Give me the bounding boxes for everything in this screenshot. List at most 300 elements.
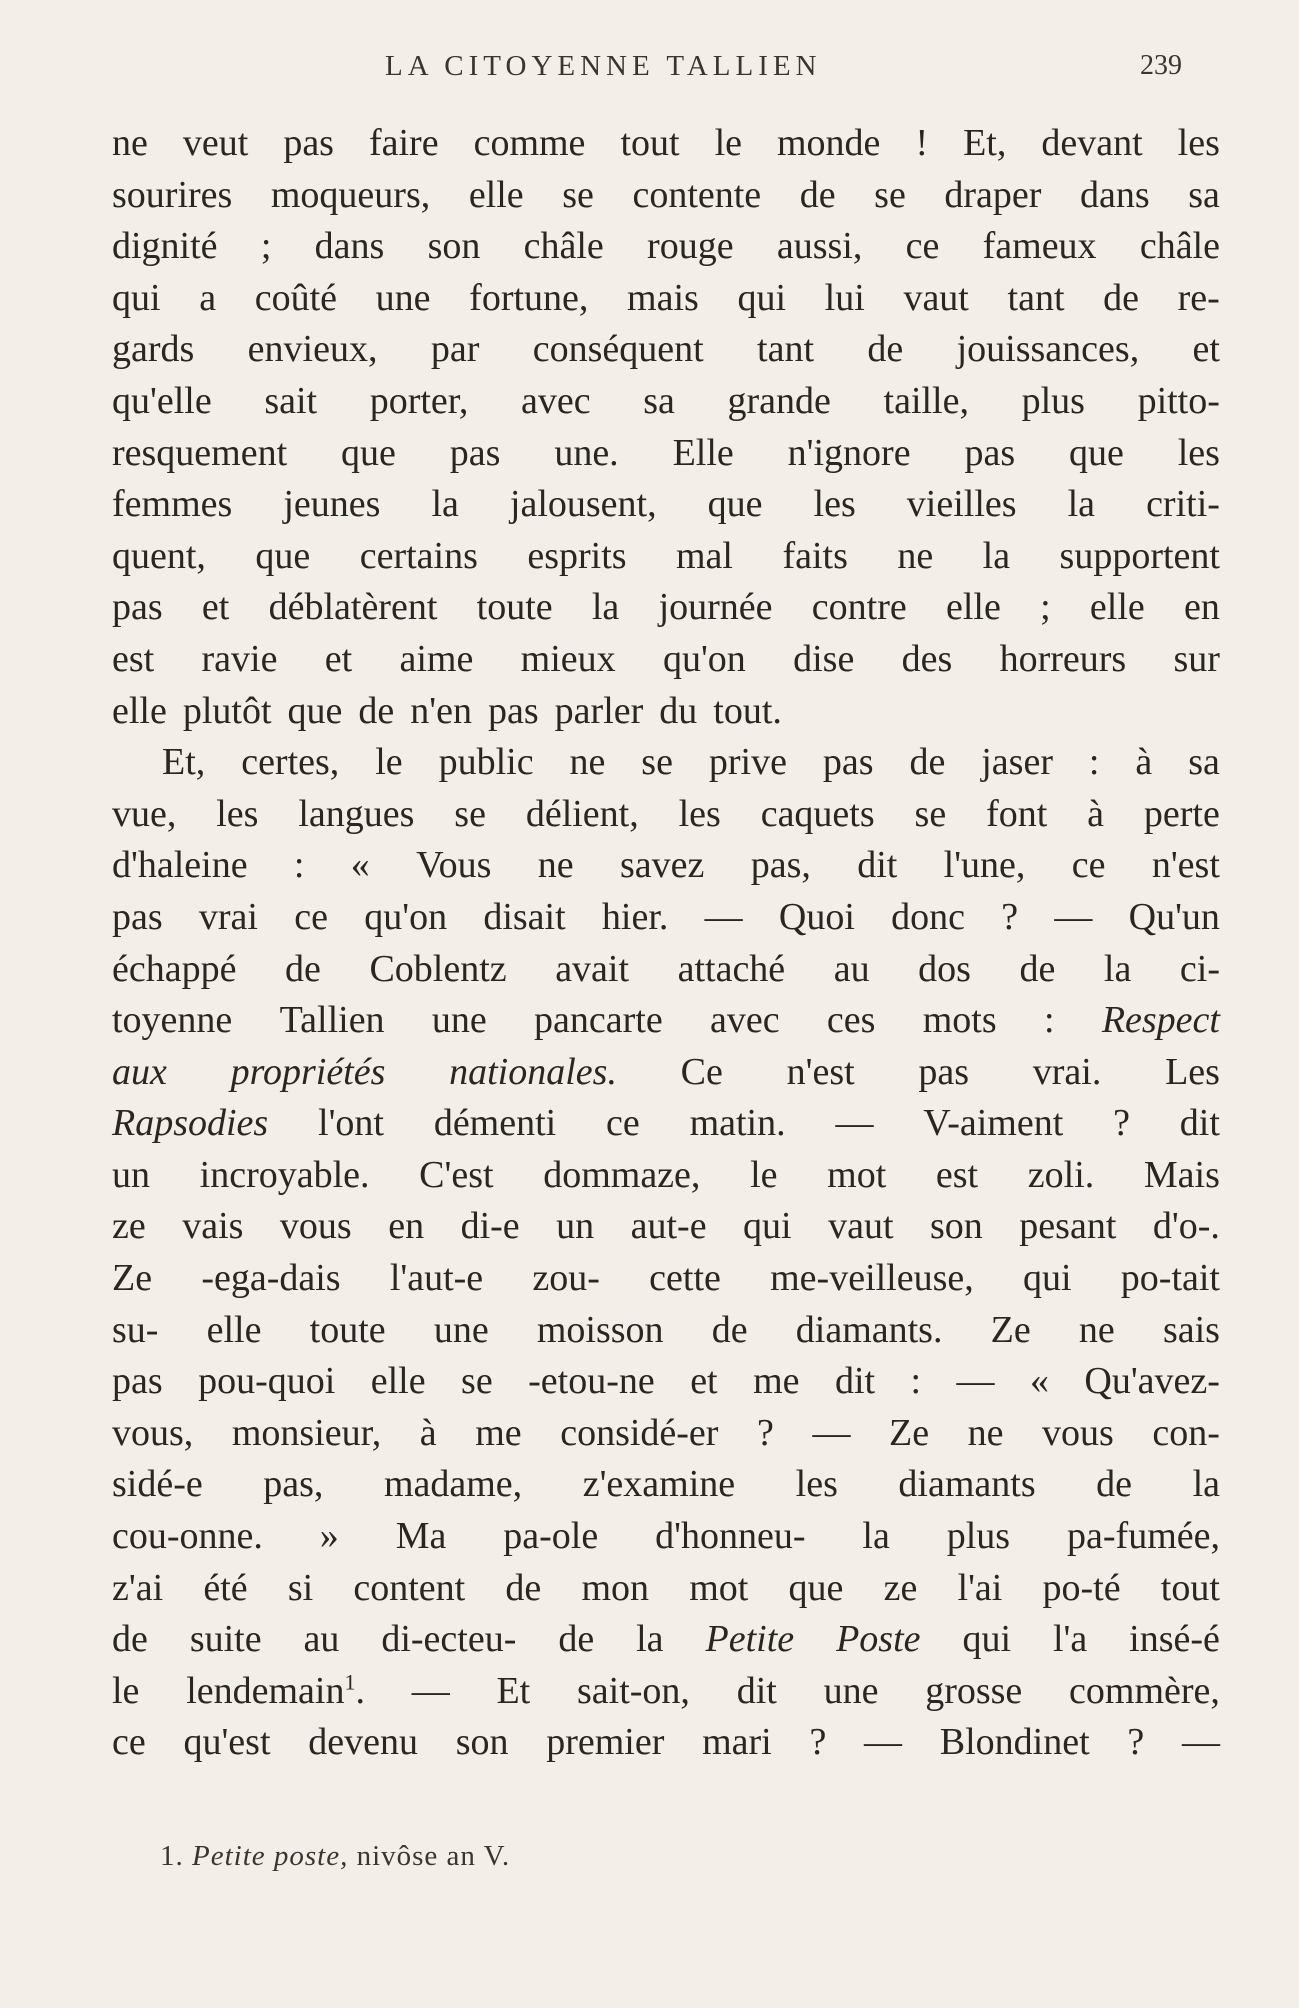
word: tant bbox=[757, 328, 815, 371]
text-line bbox=[112, 944, 1220, 996]
word: mais bbox=[627, 276, 699, 319]
word: vous bbox=[1042, 1411, 1114, 1454]
word: madame, bbox=[383, 1463, 523, 1506]
word: une bbox=[375, 276, 431, 319]
text-line bbox=[112, 118, 1220, 170]
word: tout bbox=[620, 122, 680, 164]
text-line bbox=[112, 531, 1220, 583]
word: sidé-e bbox=[112, 1463, 203, 1506]
word: Coblentz bbox=[369, 947, 507, 990]
word: attaché bbox=[677, 947, 786, 990]
footnote-number: 1. bbox=[160, 1840, 184, 1872]
word: et bbox=[324, 637, 353, 680]
word: supportent bbox=[1059, 534, 1220, 577]
word: certes, bbox=[241, 741, 340, 784]
text-line bbox=[112, 1098, 1220, 1150]
word: tant bbox=[1007, 276, 1065, 319]
word: dos bbox=[918, 947, 971, 990]
text-line bbox=[112, 1666, 1220, 1718]
word: de bbox=[867, 328, 904, 371]
word: jouissances, bbox=[956, 328, 1140, 371]
word: vieilles bbox=[906, 483, 1017, 526]
word: à bbox=[1087, 792, 1105, 835]
word: ; bbox=[1040, 586, 1051, 629]
word: qu'elle bbox=[112, 379, 212, 422]
word: premier bbox=[546, 1721, 665, 1764]
page-number: 239 bbox=[1140, 50, 1182, 81]
text-line bbox=[112, 221, 1220, 273]
word: dise bbox=[793, 637, 855, 680]
word: elle bbox=[945, 586, 1001, 629]
word: faits bbox=[782, 534, 848, 577]
text-line bbox=[112, 789, 1220, 841]
word: moqueurs, bbox=[270, 173, 431, 216]
word: mot bbox=[827, 1153, 887, 1196]
word: à bbox=[419, 1411, 437, 1454]
word: vous bbox=[279, 1205, 352, 1248]
word: de bbox=[112, 1618, 148, 1661]
word: ? bbox=[809, 1721, 827, 1764]
word: avec bbox=[710, 999, 780, 1042]
word: Et, bbox=[963, 122, 1007, 164]
word: su- bbox=[112, 1308, 159, 1351]
word: et bbox=[690, 1360, 718, 1403]
word: se bbox=[641, 741, 673, 784]
word: qui bbox=[962, 1618, 1011, 1661]
word: déblatèrent bbox=[268, 586, 438, 629]
word: fortune, bbox=[469, 276, 589, 319]
word: V-aiment bbox=[923, 1102, 1064, 1145]
word: zou- bbox=[532, 1257, 600, 1300]
word: pitto- bbox=[1137, 379, 1220, 422]
text-line bbox=[112, 428, 1220, 480]
word: ce bbox=[905, 225, 940, 268]
word: comme bbox=[473, 122, 586, 164]
text-line bbox=[112, 1047, 1220, 1099]
word: l'ont bbox=[318, 1102, 384, 1145]
word: disait bbox=[483, 895, 566, 938]
word: ces bbox=[826, 999, 876, 1042]
word: sur bbox=[1173, 637, 1220, 680]
word: ce bbox=[606, 1102, 640, 1145]
punctuation: . bbox=[355, 1669, 365, 1712]
word: fameux bbox=[982, 225, 1097, 268]
word: la bbox=[1192, 1463, 1220, 1506]
word: incroyable. bbox=[199, 1153, 370, 1196]
word: content bbox=[353, 1566, 466, 1609]
word: di-e bbox=[460, 1205, 520, 1248]
word: sait bbox=[264, 379, 318, 422]
italic-word: aux bbox=[112, 1050, 167, 1093]
text-line bbox=[112, 737, 1220, 789]
word: — bbox=[704, 895, 743, 938]
word: Qu'un bbox=[1128, 895, 1220, 938]
word: châle bbox=[523, 225, 604, 268]
italic-word: Poste bbox=[836, 1618, 921, 1661]
word: devenu bbox=[308, 1721, 418, 1764]
word: -etou-ne bbox=[528, 1360, 655, 1403]
word: sa bbox=[1188, 741, 1220, 784]
word: jeunes bbox=[283, 483, 381, 526]
word: font bbox=[986, 792, 1048, 835]
word: et bbox=[201, 586, 230, 629]
word: contente bbox=[632, 173, 762, 216]
word: ze bbox=[883, 1566, 918, 1609]
word: toute bbox=[309, 1308, 386, 1351]
word: « bbox=[1029, 1360, 1049, 1403]
footnote-title: Petite poste, bbox=[192, 1840, 349, 1872]
word: qu'on bbox=[364, 895, 448, 938]
word: perte bbox=[1143, 792, 1220, 835]
word: Et, bbox=[162, 741, 206, 784]
word: de bbox=[358, 689, 395, 732]
word: mieux bbox=[520, 637, 616, 680]
word: criti- bbox=[1146, 483, 1220, 526]
word: plus bbox=[1021, 379, 1085, 422]
word: une. bbox=[554, 431, 619, 474]
word: grosse bbox=[925, 1669, 1023, 1712]
word: le bbox=[375, 741, 403, 784]
word: la bbox=[1067, 483, 1096, 526]
word: la bbox=[1103, 947, 1132, 990]
running-head bbox=[0, 50, 1299, 90]
word: par bbox=[430, 328, 480, 371]
italic-word: propriétés bbox=[230, 1050, 386, 1093]
word: qui bbox=[112, 276, 161, 319]
word: est bbox=[935, 1153, 979, 1196]
text-line bbox=[112, 1201, 1220, 1253]
word: d'honneu- bbox=[655, 1515, 806, 1558]
word: lendemain$^1$. bbox=[186, 1669, 365, 1712]
word: des bbox=[901, 637, 953, 680]
word: une bbox=[823, 1669, 879, 1712]
word: ! bbox=[915, 122, 929, 164]
word: diamants bbox=[898, 1463, 1036, 1506]
word: toute bbox=[476, 586, 553, 629]
text-line bbox=[112, 686, 1220, 738]
word: femmes bbox=[112, 483, 233, 526]
word: la bbox=[982, 534, 1011, 577]
word: les bbox=[813, 483, 856, 526]
word: jaser bbox=[981, 741, 1053, 784]
word: pesant bbox=[1019, 1205, 1117, 1248]
word: son bbox=[455, 1721, 509, 1764]
word: pa-fumée, bbox=[1067, 1515, 1220, 1558]
word: en bbox=[388, 1205, 425, 1248]
word: d'o-. bbox=[1152, 1205, 1220, 1248]
word: la bbox=[431, 483, 459, 526]
word: a bbox=[199, 276, 217, 319]
word: veut bbox=[182, 122, 249, 164]
text-line bbox=[112, 1150, 1220, 1202]
word: tout. bbox=[713, 689, 782, 732]
word: conséquent bbox=[532, 328, 704, 371]
word: ? bbox=[1001, 895, 1019, 938]
word: grande bbox=[727, 379, 831, 422]
word: ; bbox=[260, 225, 272, 268]
word: de bbox=[1103, 276, 1140, 319]
word: Les bbox=[1165, 1050, 1220, 1093]
word: — bbox=[812, 1411, 851, 1454]
word: le bbox=[112, 1669, 140, 1712]
word: certains bbox=[359, 534, 478, 577]
text-line bbox=[112, 1253, 1220, 1305]
word: de bbox=[799, 173, 836, 216]
word: de bbox=[1096, 1463, 1133, 1506]
word: hier. bbox=[601, 895, 669, 938]
word: aut-e bbox=[630, 1205, 707, 1248]
word: dommaze, bbox=[543, 1153, 701, 1196]
word: public bbox=[438, 741, 534, 784]
word: C'est bbox=[419, 1153, 494, 1196]
word: pou-quoi bbox=[198, 1360, 336, 1403]
word: le bbox=[750, 1153, 778, 1196]
word: devant bbox=[1041, 122, 1143, 164]
word: porter, bbox=[369, 379, 469, 422]
word: dit bbox=[1179, 1102, 1220, 1145]
word: Ze bbox=[888, 1411, 930, 1454]
word: — bbox=[864, 1721, 903, 1764]
word: sait-on, bbox=[577, 1669, 690, 1712]
text-line bbox=[112, 1563, 1220, 1615]
text-line bbox=[112, 1305, 1220, 1357]
footnote-rest: nivôse an V. bbox=[356, 1840, 511, 1872]
word: quent, bbox=[112, 534, 206, 577]
word: moisson bbox=[536, 1308, 664, 1351]
word: cou-onne. bbox=[112, 1515, 263, 1558]
word: se bbox=[874, 173, 906, 216]
word: et bbox=[1192, 328, 1220, 371]
word: Vous bbox=[416, 844, 492, 887]
word: draper bbox=[944, 173, 1042, 216]
text-line bbox=[112, 634, 1220, 686]
word: cette bbox=[649, 1257, 721, 1300]
running-title: LA CITOYENNE TALLIEN bbox=[385, 50, 822, 82]
word: prive bbox=[708, 741, 787, 784]
word: pas bbox=[283, 122, 334, 164]
word: faire bbox=[368, 122, 439, 164]
text-line bbox=[112, 1511, 1220, 1563]
word: Et bbox=[496, 1669, 531, 1712]
word: avec bbox=[521, 379, 591, 422]
word: les bbox=[795, 1463, 838, 1506]
word: ze bbox=[112, 1205, 146, 1248]
word: vaut bbox=[903, 276, 969, 319]
word: de bbox=[285, 947, 321, 990]
body-text bbox=[112, 118, 1220, 1769]
word: « bbox=[350, 844, 370, 887]
word: que bbox=[287, 689, 343, 732]
text-line bbox=[112, 840, 1220, 892]
word: tout bbox=[1160, 1566, 1220, 1609]
text-line bbox=[112, 582, 1220, 634]
word: z'examine bbox=[582, 1463, 736, 1506]
word: vrai bbox=[198, 895, 258, 938]
word: qu'est bbox=[183, 1721, 271, 1764]
word: ce bbox=[1071, 844, 1106, 887]
word: — bbox=[1181, 1721, 1220, 1764]
word: po-tait bbox=[1120, 1257, 1220, 1300]
word: aussi, bbox=[776, 225, 863, 268]
text-line bbox=[112, 273, 1220, 325]
word: une bbox=[433, 1308, 489, 1351]
word: mari bbox=[702, 1721, 772, 1764]
word: : bbox=[910, 1360, 922, 1403]
word: dans bbox=[1080, 173, 1150, 216]
word: de bbox=[505, 1566, 542, 1609]
word: toyenne bbox=[112, 999, 233, 1042]
word: les bbox=[678, 792, 721, 835]
word: au bbox=[303, 1618, 340, 1661]
word: pa-ole bbox=[503, 1515, 599, 1558]
word: un bbox=[112, 1153, 150, 1196]
word: la bbox=[862, 1515, 890, 1558]
word: : bbox=[1043, 999, 1055, 1042]
word: insé-é bbox=[1129, 1618, 1220, 1661]
text-line bbox=[112, 995, 1220, 1047]
word: vais bbox=[182, 1205, 244, 1248]
word: mon bbox=[581, 1566, 650, 1609]
word: journée bbox=[658, 586, 773, 629]
word: re- bbox=[1177, 276, 1220, 319]
word: ce bbox=[112, 1721, 146, 1764]
word: plutôt bbox=[182, 689, 272, 732]
word: que bbox=[788, 1566, 844, 1609]
word: coûté bbox=[254, 276, 338, 319]
word: : bbox=[1088, 741, 1100, 784]
word: pancarte bbox=[534, 999, 663, 1042]
word: les bbox=[1177, 122, 1220, 164]
word: resquement bbox=[112, 431, 288, 474]
word: con- bbox=[1152, 1411, 1220, 1454]
word: au bbox=[833, 947, 870, 990]
word: envieux, bbox=[247, 328, 378, 371]
word: du bbox=[659, 689, 698, 732]
word: de bbox=[909, 741, 946, 784]
word: dit bbox=[736, 1669, 777, 1712]
text-line bbox=[112, 170, 1220, 222]
word: monsieur, bbox=[231, 1411, 382, 1454]
word: esprits bbox=[527, 534, 627, 577]
word: vous, bbox=[112, 1411, 194, 1454]
word: qu'on bbox=[662, 637, 746, 680]
word: — bbox=[411, 1669, 450, 1712]
word: Quoi bbox=[778, 895, 855, 938]
word: — bbox=[835, 1102, 874, 1145]
word: un bbox=[556, 1205, 595, 1248]
word: pas bbox=[964, 431, 1016, 474]
word: le bbox=[714, 122, 742, 164]
word: Blondinet bbox=[939, 1721, 1090, 1764]
word: de bbox=[711, 1308, 748, 1351]
word: z'ai bbox=[112, 1566, 164, 1609]
word: pas bbox=[112, 1360, 163, 1403]
word: se bbox=[454, 792, 486, 835]
word: me-veilleuse, bbox=[770, 1257, 974, 1300]
italic-word: Rapsodies bbox=[112, 1102, 269, 1145]
word: sa bbox=[1188, 173, 1220, 216]
text-line bbox=[112, 1408, 1220, 1460]
word: ne bbox=[967, 1411, 1004, 1454]
word: dans bbox=[314, 225, 385, 268]
word: pas, bbox=[263, 1463, 324, 1506]
word: ravie bbox=[201, 637, 278, 680]
word: ci- bbox=[1179, 947, 1220, 990]
word: se bbox=[562, 173, 594, 216]
word: les bbox=[216, 792, 259, 835]
word: diamants. bbox=[795, 1308, 943, 1351]
word: pas bbox=[112, 586, 163, 629]
word: ? bbox=[1113, 1102, 1130, 1145]
text-line bbox=[112, 892, 1220, 944]
word: de bbox=[558, 1618, 595, 1661]
word: » bbox=[319, 1515, 339, 1558]
word: Qu'avez- bbox=[1084, 1360, 1220, 1403]
word: considé-er bbox=[560, 1411, 719, 1454]
word: : bbox=[293, 844, 305, 887]
text-line bbox=[112, 324, 1220, 376]
word: Mais bbox=[1143, 1153, 1220, 1196]
word: si bbox=[287, 1566, 314, 1609]
word: matin. bbox=[689, 1102, 786, 1145]
word: langues bbox=[298, 792, 415, 835]
word: Tallien bbox=[279, 999, 385, 1042]
word: me bbox=[753, 1360, 800, 1403]
word: pas bbox=[822, 741, 874, 784]
word: elle bbox=[1089, 586, 1145, 629]
word: se bbox=[461, 1360, 493, 1403]
word: monde bbox=[777, 122, 881, 164]
text-line bbox=[112, 1717, 1220, 1769]
word: mal bbox=[676, 534, 733, 577]
punctuation: . bbox=[607, 1050, 617, 1093]
word: ne bbox=[897, 534, 934, 577]
word: est bbox=[112, 637, 155, 680]
footnote-marker: 1 bbox=[344, 1669, 356, 1695]
word: jalousent, bbox=[509, 483, 657, 526]
word: dit bbox=[834, 1360, 876, 1403]
word: vaut bbox=[828, 1205, 894, 1248]
word: châle bbox=[1139, 225, 1220, 268]
word: que bbox=[707, 483, 763, 526]
word: en bbox=[1184, 586, 1220, 629]
word: — bbox=[1054, 895, 1093, 938]
word: -ega-dais bbox=[201, 1257, 341, 1300]
text-line bbox=[112, 1614, 1220, 1666]
word: Elle bbox=[672, 431, 734, 474]
word: pas, bbox=[750, 844, 811, 887]
word: ne bbox=[1078, 1308, 1115, 1351]
word: que bbox=[341, 431, 396, 474]
word: vrai. bbox=[1032, 1050, 1102, 1093]
word: l'une, bbox=[943, 844, 1026, 887]
word: Ce bbox=[680, 1050, 723, 1093]
word: n'en bbox=[410, 689, 473, 732]
word: ? bbox=[757, 1411, 774, 1454]
word: qui bbox=[743, 1205, 792, 1248]
word: que bbox=[1068, 431, 1124, 474]
word: pas bbox=[918, 1050, 970, 1093]
text-line bbox=[112, 1356, 1220, 1408]
word: aime bbox=[399, 637, 474, 680]
word: Ma bbox=[395, 1515, 447, 1558]
word: caquets bbox=[760, 792, 875, 835]
word: de bbox=[1019, 947, 1056, 990]
word: démenti bbox=[433, 1102, 557, 1145]
word: l'aut-e bbox=[389, 1257, 484, 1300]
word: échappé bbox=[112, 947, 237, 990]
word: à bbox=[1135, 741, 1153, 784]
